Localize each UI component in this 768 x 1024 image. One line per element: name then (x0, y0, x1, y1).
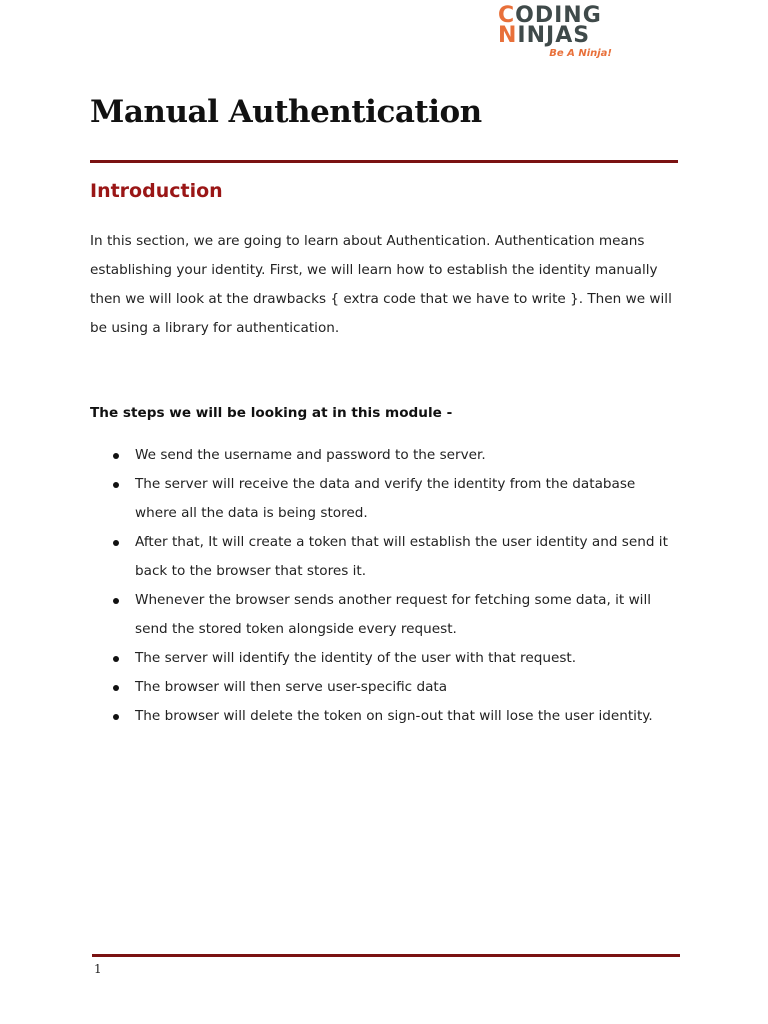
bullet-icon (113, 598, 119, 604)
logo-line-2-first: N (498, 23, 518, 48)
list-item-text: The browser will then serve user-specific data (135, 679, 448, 695)
list-item (90, 528, 680, 586)
steps-list (90, 441, 680, 731)
intro-paragraph: In this section, we are going to learn about Authentication. Authentication means establishing your identity. First, we will learn how to establish the identity manually then we will look at the drawbacks { extra code that we have to write }. Then we will be using a library for authentication. (90, 233, 672, 336)
bullet-icon (113, 714, 119, 720)
bullet-icon (113, 540, 119, 546)
page-number: 1 (94, 962, 102, 976)
title-divider (90, 160, 678, 163)
steps-heading: The steps we will be looking at in this module - (90, 405, 453, 421)
list-item (90, 673, 680, 702)
logo-line-1-first: C (498, 3, 516, 28)
logo-tagline: Be A Ninja! (549, 48, 612, 59)
bullet-icon (113, 482, 119, 488)
list-item-text: Whenever the browser sends another request for fetching some data, it will send the stored token alongside every request. (135, 592, 652, 637)
logo-line-2-rest: INJAS (517, 23, 591, 48)
logo-line-2 (498, 23, 602, 48)
list-item-text: After that, It will create a token that will establish the user identity and send it back to the browser that stores it. (135, 534, 668, 579)
footer-divider (92, 954, 680, 957)
coding-ninjas-logo (498, 3, 614, 62)
list-item (90, 470, 680, 528)
list-item (90, 441, 680, 470)
list-item (90, 702, 680, 731)
list-item-text: The server will identify the identity of the user with that request. (135, 650, 577, 666)
section-heading-introduction: Introduction (90, 180, 223, 202)
list-item (90, 644, 680, 673)
list-item (90, 586, 680, 644)
logo-line-1-rest: ODING (515, 3, 602, 28)
logo-wordmark (498, 3, 602, 48)
list-item-text: We send the username and password to the server. (135, 447, 486, 463)
list-item-text: The server will receive the data and verify the identity from the database where all the data is being stored. (135, 476, 636, 521)
bullet-icon (113, 453, 119, 459)
page-title: Manual Authentication (90, 94, 482, 130)
list-item-text: The browser will delete the token on sign-out that will lose the user identity. (135, 708, 653, 724)
bullet-icon (113, 656, 119, 662)
bullet-icon (113, 685, 119, 691)
